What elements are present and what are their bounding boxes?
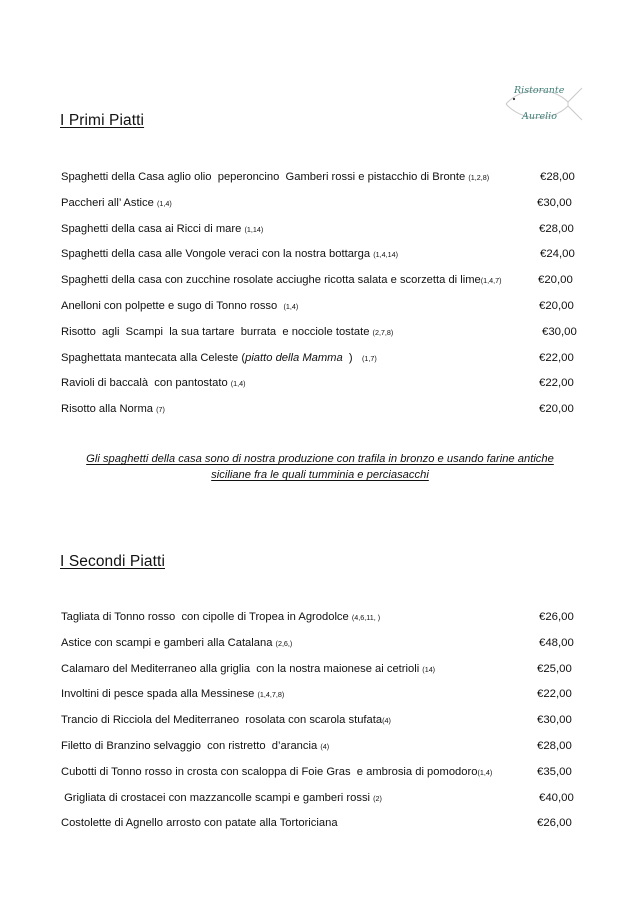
menu-item: [61, 765, 581, 791]
dish-price: €30,00: [537, 714, 572, 727]
dish-name: [61, 351, 377, 366]
menu-item: [61, 247, 581, 273]
dish-name-text: Cubotti di Tonno rosso in crosta con scaloppa di Foie Gras e ambrosia di pomodoro: [61, 765, 478, 778]
secondi-section-title: I Secondi Piatti: [60, 553, 165, 570]
dish-name: [61, 687, 284, 702]
dish-name: [61, 299, 298, 314]
dish-price: €35,00: [537, 765, 572, 778]
allergen-codes: (1,4,7,8): [257, 690, 285, 700]
dish-name-text: Ravioli di baccalà con pantostato: [61, 377, 231, 390]
dish-price: €20,00: [539, 299, 574, 312]
dish-name: [61, 376, 246, 391]
menu-item: [61, 816, 581, 842]
allergen-codes: (2,6,): [275, 638, 293, 648]
dish-name-italic: piatto della Mamma: [245, 351, 343, 364]
fish-logo-icon: [500, 78, 584, 130]
dish-name: [61, 816, 338, 831]
menu-item: [61, 739, 581, 765]
dish-price: €22,00: [539, 351, 574, 364]
allergen-codes: (2,7,8): [372, 327, 394, 337]
dish-price: €28,00: [539, 222, 574, 235]
primi-section-title: I Primi Piatti: [60, 112, 145, 129]
dish-name-text: Anelloni con polpette e sugo di Tonno rosso: [61, 299, 284, 312]
dish-name-suffix: ): [342, 351, 362, 364]
menu-item: [61, 636, 581, 662]
dish-name-text: Filetto di Branzino selvaggio con ristretto d’arancia: [61, 739, 321, 752]
dish-name: [61, 170, 489, 185]
dish-name-text: Spaghettata mantecata alla Celeste (: [61, 351, 246, 364]
dish-name-text: Astice con scampi e gamberi alla Catalana: [61, 636, 276, 649]
dish-price: €30,00: [537, 196, 572, 209]
dish-name: [61, 765, 492, 780]
allergen-codes: (4,6,11, ): [351, 613, 381, 622]
menu-item: [61, 662, 581, 688]
allergen-codes: (1,14): [244, 224, 264, 234]
pasta-note-line2: siciliane fra le quali tumminia e perciasacchi: [211, 469, 429, 481]
allergen-codes: (7): [156, 405, 165, 415]
dish-price: €26,00: [539, 611, 574, 623]
restaurant-logo: [500, 78, 584, 130]
dish-name-text: Risotto alla Norma: [61, 403, 157, 416]
menu-item: [61, 170, 581, 196]
menu-item: [61, 196, 581, 222]
menu-item: [61, 376, 581, 402]
dish-price: €20,00: [539, 403, 574, 416]
menu-item: [61, 273, 581, 299]
pasta-note: [60, 451, 580, 483]
dish-name-text: Spaghetti della casa ai Ricci di mare: [61, 222, 245, 235]
dish-price: €30,00: [542, 325, 577, 338]
dish-name: [61, 791, 382, 806]
menu-item: [61, 402, 581, 428]
dish-name-text: Risotto agli Scampi la sua tartare burrata e nocciole tostate: [61, 325, 373, 338]
allergen-codes: (1,4): [477, 767, 493, 777]
allergen-codes: (2): [373, 793, 382, 803]
allergen-codes: (1,4): [230, 379, 246, 389]
secondi-menu-list: [61, 610, 581, 842]
allergen-codes: (4): [382, 716, 391, 726]
dish-price: €40,00: [539, 791, 574, 804]
dish-name-text: Paccheri all’ Astice: [61, 196, 157, 209]
menu-item: [61, 299, 581, 325]
dish-name-text: Spaghetti della Casa aglio olio peperoncino Gamberi rossi e pistacchio di Bronte: [61, 171, 469, 183]
allergen-codes: (1,2,8): [468, 173, 490, 182]
allergen-codes: (14): [422, 664, 436, 674]
primi-menu-list: [61, 170, 581, 428]
menu-item: [61, 713, 581, 739]
allergen-codes: (1,4): [156, 198, 172, 208]
menu-item: [61, 610, 581, 636]
dish-name: [61, 662, 435, 677]
dish-price: €26,00: [537, 817, 572, 830]
dish-price: €28,00: [540, 171, 575, 183]
logo-line2: Aurelio: [522, 111, 557, 122]
dish-name: [61, 739, 329, 754]
dish-name: [61, 273, 502, 288]
logo-line1: Ristorante: [514, 85, 565, 96]
dish-name-text: Involtini di pesce spada alla Messinese: [61, 688, 258, 701]
dish-name-text: Costolette di Agnello arrosto con patate alla Tortoriciana: [61, 817, 338, 830]
allergen-codes: (1,7): [362, 353, 377, 363]
allergen-codes: (4): [320, 741, 330, 751]
menu-item: [61, 222, 581, 248]
dish-price: €28,00: [537, 739, 572, 752]
menu-item: [61, 687, 581, 713]
dish-price: €48,00: [539, 636, 574, 649]
menu-item: [61, 351, 581, 377]
dish-name: [61, 196, 172, 211]
dish-name: [61, 402, 165, 417]
allergen-codes: (1,4,7): [480, 276, 502, 286]
dish-price: €20,00: [538, 274, 573, 287]
allergen-codes: (1,4): [283, 301, 299, 311]
menu-item: [61, 791, 581, 817]
dish-price: €22,00: [537, 688, 572, 701]
dish-name: [61, 713, 391, 728]
dish-name: [61, 610, 380, 625]
menu-item: [61, 325, 581, 351]
dish-name: [61, 222, 263, 237]
dish-name: [61, 325, 393, 340]
dish-name-text: Spaghetti della casa alle Vongole veraci con la nostra bottarga: [61, 248, 374, 261]
dish-price: €25,00: [537, 662, 572, 675]
dish-name-text: Grigliata di crostacei con mazzancolle scampi e gamberi rossi: [61, 791, 374, 804]
dish-name-text: Spaghetti della casa con zucchine rosolate acciughe ricotta salata e scorzetta di lime: [61, 274, 481, 287]
pasta-note-line1: Gli spaghetti della casa sono di nostra produzione con trafila in bronzo e usando farine antiche: [86, 453, 554, 465]
allergen-codes: (1,4,14): [373, 250, 398, 260]
dish-name-text: Tagliata di Tonno rosso con cipolle di Tropea in Agrodolce: [61, 611, 352, 623]
dish-price: €24,00: [540, 248, 575, 261]
dish-name-text: Trancio di Ricciola del Mediterraneo rosolata con scarola stufata: [61, 714, 383, 727]
dish-name: [61, 247, 398, 262]
dish-name-text: Calamaro del Mediterraneo alla griglia con la nostra maionese ai cetrioli: [61, 662, 423, 675]
dish-name: [61, 636, 292, 651]
dish-price: €22,00: [539, 377, 574, 390]
